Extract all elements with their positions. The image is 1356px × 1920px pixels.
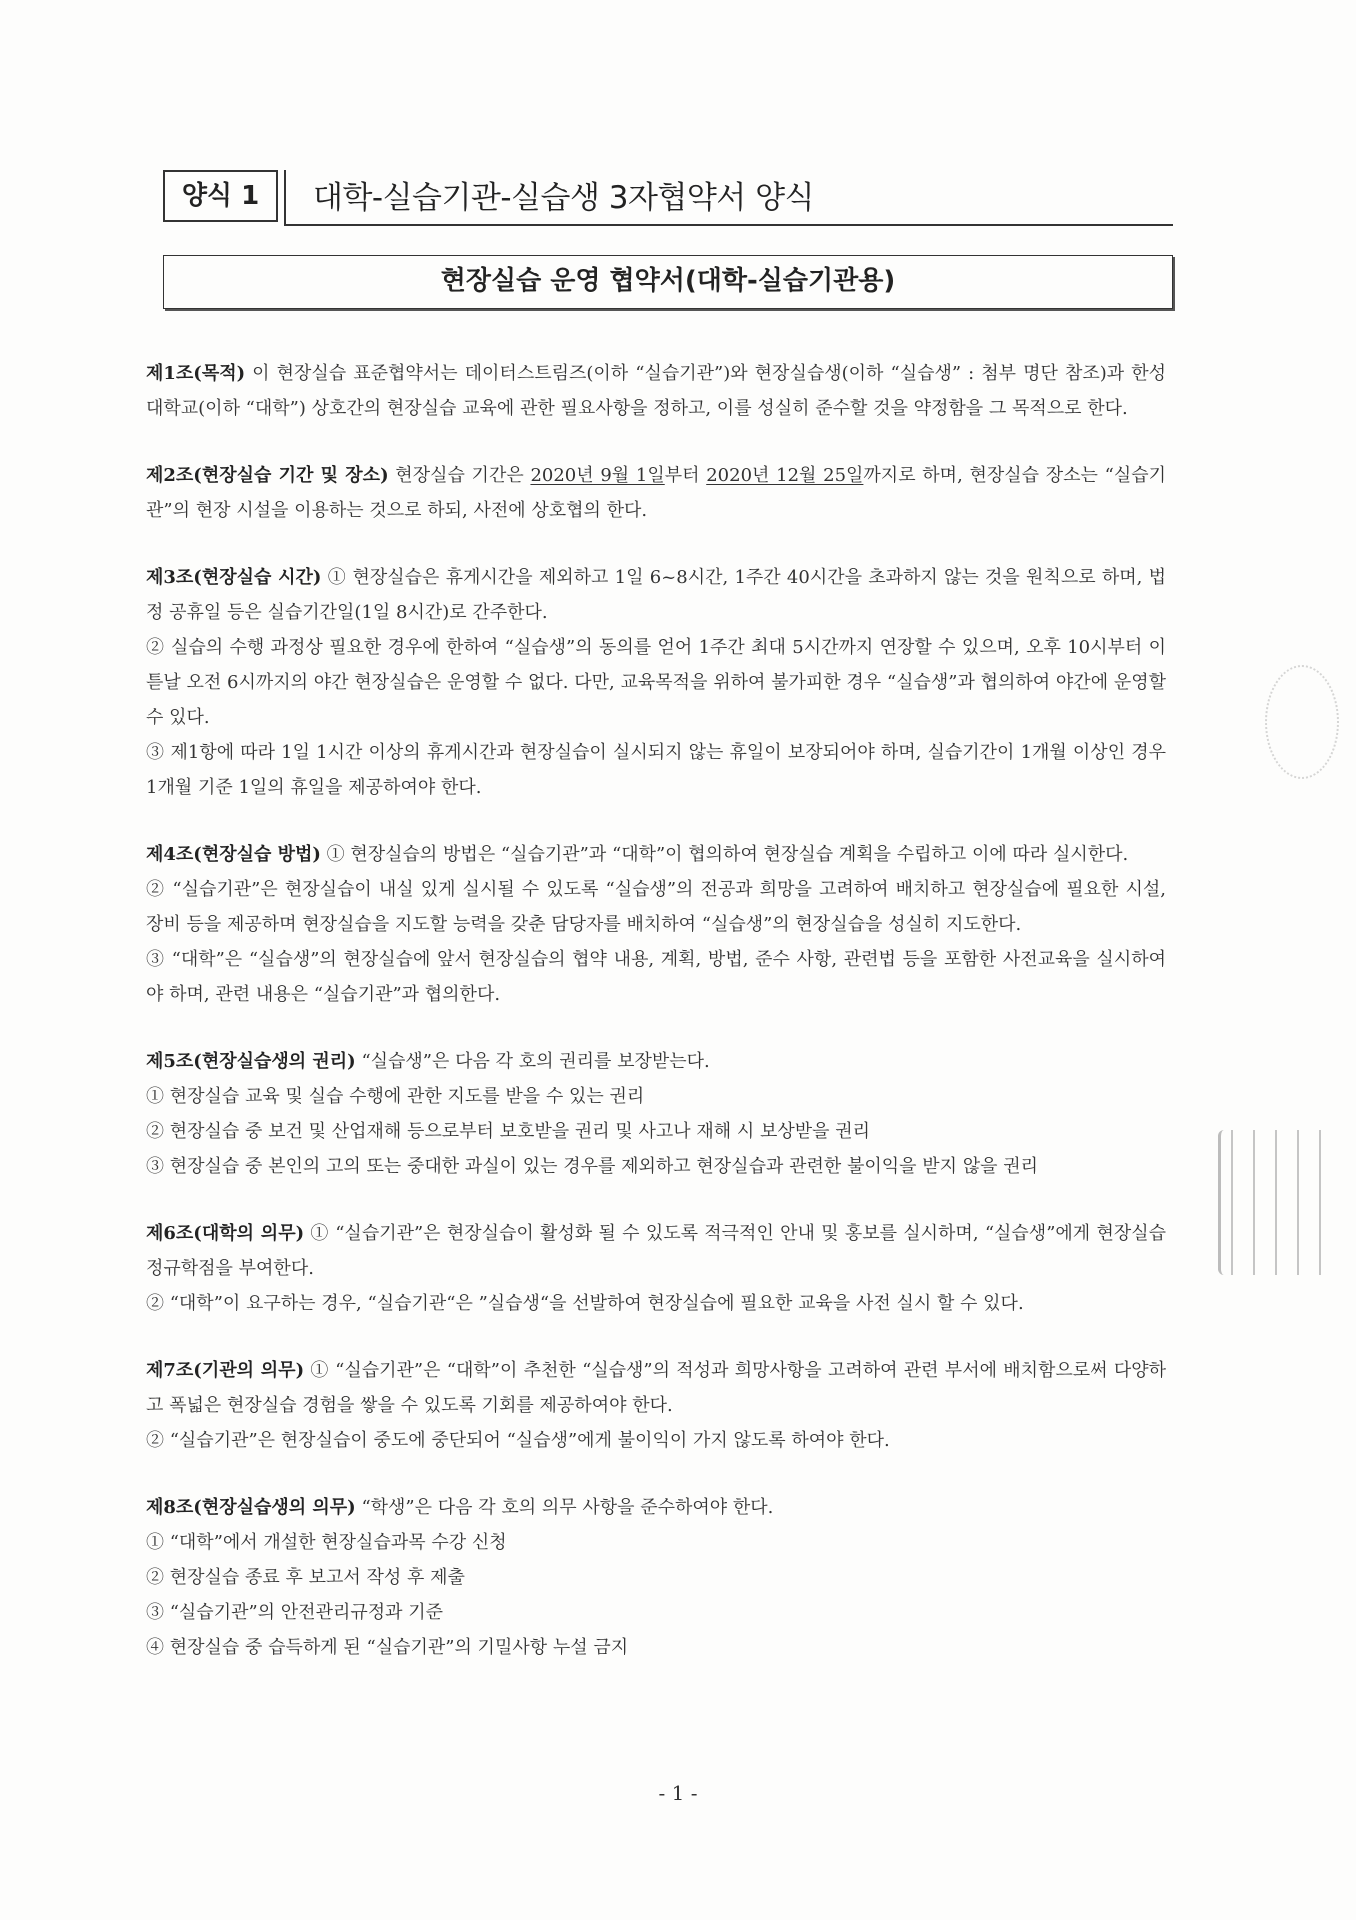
document-title: 현장실습 운영 협약서(대학-실습기관용) [163,255,1173,309]
article-3-paragraph-3: ③ 제1항에 따라 1일 1시간 이상의 휴게시간과 현장실습이 실시되지 않는 휴일이 보장되어야 하며, 실습기간이 1개월 이상인 경우 1개월 기준 1일의 휴일을 제공하여야 한다. [146,742,1166,798]
document-body [146,356,1166,1697]
article-1-heading: 제1조(목적) [146,363,246,384]
article-4-heading: 제4조(현장실습 방법) [146,844,321,865]
article-3-paragraph-2: ② 실습의 수행 과정상 필요한 경우에 한하여 “실습생”의 동의를 얻어 1주간 최대 5시간까지 연장할 수 있으며, 오후 10시부터 이튿날 오전 6시까지의 야간 현장실습은 운영할 수 없다. 다만, 교육목적을 위하여 불가피한 경우 “실습생”과 협의하여 야간에 운영할 수 있다. [146,637,1166,728]
article-3-heading: 제3조(현장실습 시간) [146,567,322,588]
article-6-text-1: ① “실습기관”은 현장실습이 활성화 될 수 있도록 적극적인 안내 및 홍보를 실시하며, “실습생”에게 현장실습 정규학점을 부여한다. [146,1223,1166,1279]
article-1-paragraph [146,356,1166,426]
article-2 [146,458,1166,528]
article-2-heading: 제2조(현장실습 기간 및 장소) [146,465,389,486]
article-4-paragraph-1 [146,837,1166,872]
end-date: 2020년 12월 25일 [706,465,864,486]
form-header [163,170,1173,230]
article-1-text: 이 현장실습 표준협약서는 데이터스트림즈(이하 “실습기관”)와 현장실습생(이하 “실습생” : 첨부 명단 참조)과 한성대학교(이하 “대학”) 상호간의 현장실습 교육에 관한 필요사항을 정하고, 이를 성실히 준수할 것을 약정함을 그 목적으로 한다. [146,363,1166,419]
page-number: - 1 - [658,1781,698,1805]
article-7-text-1: ① “실습기관”은 “대학”이 추천한 “실습생”의 적성과 희망사항을 고려하여 관련 부서에 배치함으로써 다양하고 폭넓은 현장실습 경험을 쌓을 수 있도록 기회를 제공하여야 한다. [146,1360,1166,1416]
article-1 [146,356,1166,426]
article-7-paragraph-1 [146,1353,1166,1423]
start-date: 2020년 9월 1일 [530,465,665,486]
faint-seal-mark [1265,665,1339,779]
form-title: 대학-실습기관-실습생 3자협약서 양식 [313,180,814,216]
article-6-paragraph-2: ② “대학”이 요구하는 경우, “실습기관“은 ”실습생“을 선발하여 현장실습에 필요한 교육을 사전 실시 할 수 있다. [146,1293,1024,1314]
header-underline [284,224,1173,226]
seal-stamp-mark [1218,1130,1331,1275]
article-7 [146,1353,1166,1458]
article-3 [146,560,1166,805]
article-4-paragraph-3: ③ “대학”은 “실습생”의 현장실습에 앞서 현장실습의 협약 내용, 계획, 방법, 준수 사항, 관련법 등을 포함한 사전교육을 실시하여야 하며, 관련 내용은 “실습기관”과 협의한다. [146,949,1166,1005]
article-5-item-3: ③ 현장실습 중 본인의 고의 또는 중대한 과실이 있는 경우를 제외하고 현장실습과 관련한 불이익을 받지 않을 권리 [146,1156,1039,1177]
article-4-paragraph-2: ② “실습기관”은 현장실습이 내실 있게 실시될 수 있도록 “실습생”의 전공과 희망을 고려하여 배치하고 현장실습에 필요한 시설, 장비 등을 제공하며 현장실습을 지도할 능력을 갖춘 담당자를 배치하여 “실습생”의 현장실습을 성실히 지도한다. [146,879,1166,935]
article-5-item-1: ① 현장실습 교육 및 실습 수행에 관한 지도를 받을 수 있는 권리 [146,1086,645,1107]
article-4 [146,837,1166,1012]
article-6 [146,1216,1166,1321]
article-7-paragraph-2: ② “실습기관”은 현장실습이 중도에 중단되어 “실습생”에게 불이익이 가지 않도록 하여야 한다. [146,1430,890,1451]
article-6-paragraph-1 [146,1216,1166,1286]
article-4-text-1: ① 현장실습의 방법은 “실습기관”과 “대학”이 협의하여 현장실습 계획을 수립하고 이에 따라 실시한다. [320,844,1129,865]
article-6-heading: 제6조(대학의 의무) [146,1223,305,1244]
article-3-text-1: ① 현장실습은 휴게시간을 제외하고 1일 6~8시간, 1주간 40시간을 초과하지 않는 것을 원칙으로 하며, 법정 공휴일 등은 실습기간일(1일 8시간)로 간주한다. [146,567,1166,623]
article-5-text-0: “실습생”은 다음 각 호의 권리를 보장받는다. [355,1051,710,1072]
article-5-heading: 제5조(현장실습생의 권리) [146,1051,356,1072]
article-5-item-2: ② 현장실습 중 보건 및 산업재해 등으로부터 보호받을 권리 및 사고나 재해 시 보상받을 권리 [146,1121,871,1142]
article-8-heading: 제8조(현장실습생의 의무) [146,1497,356,1518]
header-divider [284,170,286,224]
article-8-item-4: ④ 현장실습 중 습득하게 된 “실습기관”의 기밀사항 누설 금지 [146,1637,629,1658]
article-8-item-3: ③ “실습기관”의 안전관리규정과 기준 [146,1602,443,1623]
article-8-item-2: ② 현장실습 종료 후 보고서 작성 후 제출 [146,1567,465,1588]
article-2-text-1: 현장실습 기간은 [388,465,531,486]
form-badge: 양식 1 [163,170,278,222]
article-8-item-1: ① “대학”에서 개설한 현장실습과목 수강 신청 [146,1532,507,1553]
article-2-text-2: 부터 [664,465,707,486]
article-5 [146,1044,1166,1184]
article-2-text-3: 까지로 하며, 현장실습 장소는 “실습기관”의 현장 시설을 이용하는 것으로 하되, 사전에 상호협의 한다. [146,465,1166,521]
article-3-paragraph-1 [146,560,1166,630]
article-8-paragraph-0 [146,1490,1166,1525]
article-2-paragraph [146,458,1166,528]
article-5-paragraph-0 [146,1044,1166,1079]
article-8 [146,1490,1166,1665]
article-7-heading: 제7조(기관의 의무) [146,1360,305,1381]
article-8-text-0: “학생”은 다음 각 호의 의무 사항을 준수하여야 한다. [355,1497,774,1518]
